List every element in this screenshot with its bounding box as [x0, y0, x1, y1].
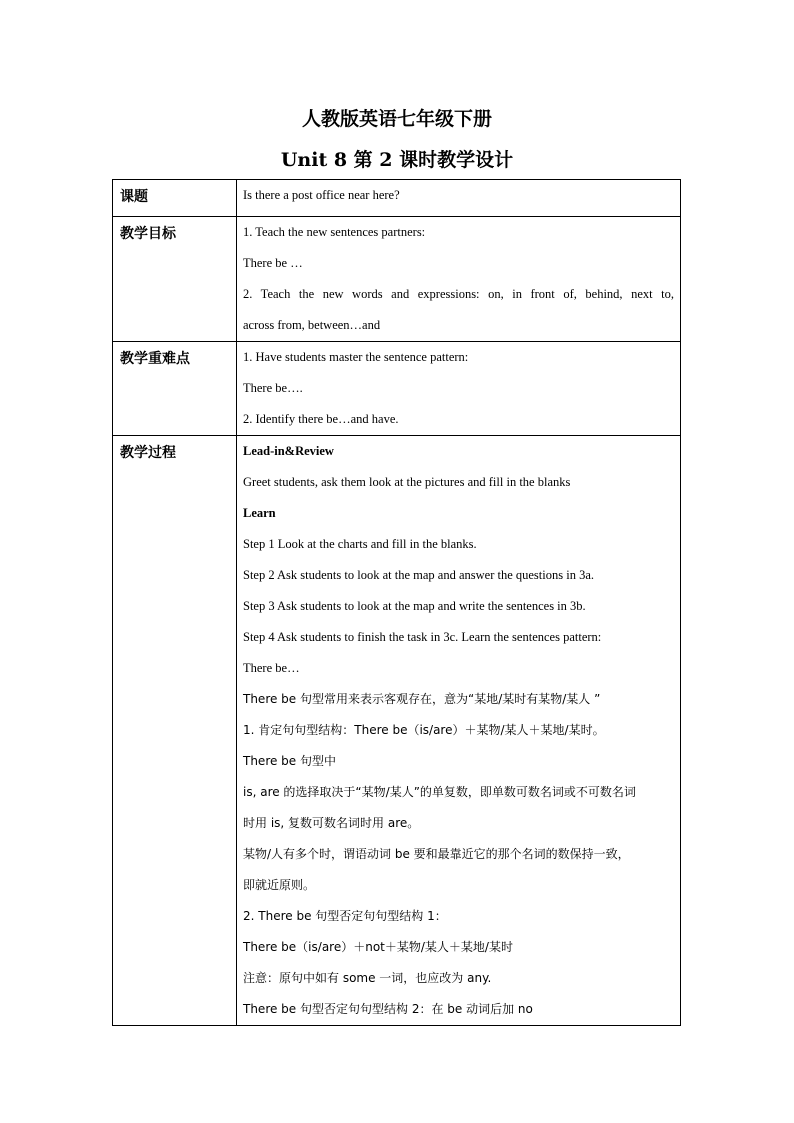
process-line: Step 2 Ask students to look at the map and answer the questions in 3a.	[243, 568, 594, 582]
objectives-line: 2. Teach the new words and expressions: on, in front of, behind, next to,	[243, 287, 674, 301]
process-line: is, are 的选择取决于“某物/某人”的单复数，即单数可数名词或不可数名词	[243, 785, 636, 799]
table-row-topic	[113, 180, 681, 217]
objectives-line: across from, between…and	[243, 318, 381, 332]
process-line: 2. There be 句型否定句句型结构 1：	[243, 909, 447, 923]
process-line: Step 3 Ask students to look at the map and write the sentences in 3b.	[243, 599, 586, 613]
document-subtitle: Unit 8 第 2 课时教学设计	[280, 149, 514, 171]
process-line: 某物/人有多个时，谓语动词 be 要和最靠近它的那个名词的数保持一致，	[243, 847, 630, 861]
process-line: 时用 is, 复数可数名词时用 are。	[243, 816, 420, 830]
process-line: There be 句型中	[243, 754, 337, 768]
process-line: Greet students, ask them look at the pictures and fill in the blanks	[243, 475, 571, 489]
process-line: Step 4 Ask students to finish the task in 3c. Learn the sentences pattern:	[243, 630, 602, 644]
process-line: 注意：原句中如有 some 一词，也应改为 any.	[243, 971, 492, 985]
process-line: There be…	[243, 661, 300, 675]
table-row-objectives	[113, 217, 681, 342]
objectives-cell	[237, 217, 681, 342]
process-line: 即就近原则。	[243, 878, 316, 892]
key-points-label: 教学重难点	[113, 342, 237, 436]
process-line: There be 句型否定句句型结构 2：在 be 动词后加 no	[243, 1002, 533, 1016]
process-heading: Lead-in&Review	[243, 444, 334, 458]
process-label: 教学过程	[113, 436, 237, 1026]
lesson-plan-table	[112, 179, 681, 1026]
process-line: There be 句型常用来表示客观存在，意为“某地/某时有某物/某人 ”	[243, 692, 601, 706]
topic-label: 课题	[113, 180, 237, 217]
process-line: Step 1 Look at the charts and fill in the blanks.	[243, 537, 477, 551]
objectives-line: There be …	[243, 256, 303, 270]
process-cell	[237, 436, 681, 1026]
topic-cell	[237, 180, 681, 217]
key-points-line: 2. Identify there be…and have.	[243, 412, 399, 426]
document-title: 人教版英语七年级下册	[301, 108, 492, 130]
table-row-key-points	[113, 342, 681, 436]
table-row-process	[113, 436, 681, 1026]
key-points-cell	[237, 342, 681, 436]
objectives-line: 1. Teach the new sentences partners:	[243, 225, 426, 239]
process-heading: Learn	[243, 506, 276, 520]
process-line: 1. 肯定句句型结构：There be（is/are）＋某物/某人＋某地/某时。	[243, 723, 605, 737]
objectives-label: 教学目标	[113, 217, 237, 342]
topic-text: Is there a post office near here?	[243, 188, 400, 202]
process-line: There be（is/are）＋not＋某物/某人＋某地/某时	[243, 940, 513, 954]
key-points-line: There be….	[243, 381, 303, 395]
key-points-line: 1. Have students master the sentence pattern:	[243, 350, 469, 364]
